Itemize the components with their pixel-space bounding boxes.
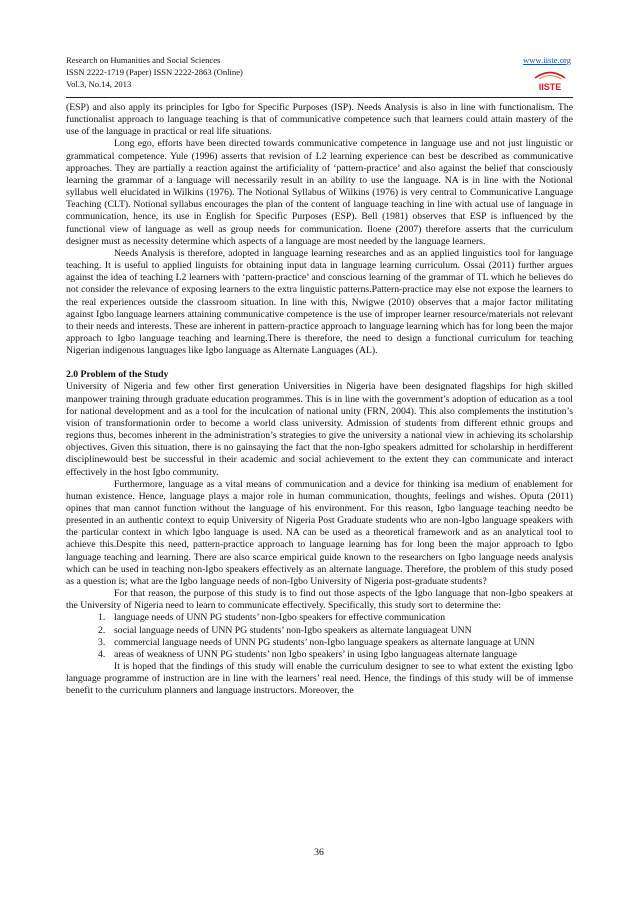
logo-text: IISTE xyxy=(538,82,562,92)
list-item-text: language needs of UNN PG students’ non-Igbo speakers for effective communication xyxy=(114,612,446,624)
list-number: 1. xyxy=(98,612,106,624)
issn-line: ISSN 2222-1719 (Paper) ISSN 2222-2863 (Online) xyxy=(66,67,243,77)
list-item-text: commercial language needs of UNN PG students’ non-Igbo language speakers as alternate language at UNN xyxy=(114,636,535,648)
list-item xyxy=(66,649,573,661)
paragraph: Long ego, efforts have been directed towards communicative competence in language use and not just linguistic or grammatical competence. Yule (1996) asserts that revision of L2 learning experience can best be described as communicative approaches. They are partially a reaction against the artificiality of ‘pattern-practice’ and also against the belief that consciously learning the grammar of a language will necessarily result in an ability to use the language. NA is in line with the Notional syllabus well elucidated in Wilkins (1976). The Notional Syllabus of Wilkins (1976) is very central to Communicative Language Teaching (CLT). Notional syllabus encourages the plan of the content of language teaching in line with actual use of language in communication, hence, its use in English for Specific Purposes (ESP). Bell (1981) observes that ESP is influenced by the functional view of language as well as group needs for communication. Iloene (2007) therefore asserts that the curriculum designer must as necessity determine which aspects of a language are most needed by the language learners. xyxy=(66,138,573,247)
list-item xyxy=(66,637,573,649)
objectives-list xyxy=(66,612,573,661)
header-divider xyxy=(66,97,573,98)
paragraph: University of Nigeria and few other first generation Universities in Nigeria have been designated flagships for high skilled manpower training through graduate education programmes. This is in line with the government’s adoption of education as a tool for national development and as a tool for the inculcation of national unity (FRN, 2004). This also complements the institution’s vision of transformationin order to become a world class university. Admission of students from different ethnic groups and regions thus, becomes inherent in the administration’s strategies to give the university a national view in achieving its scholarship objectives. Given this situation, there is no gainsaying the fact that the non-Igbo speakers admitted for scholarship in herdifferent disciplinewould best be successful in their academic and social achievement to the extent they can communicate and interact effectively in the host Igbo community. xyxy=(66,381,573,478)
journal-title: Research on Humanities and Social Sciences xyxy=(66,55,221,65)
list-number: 4. xyxy=(98,648,106,660)
page-header xyxy=(66,54,573,90)
list-item-text: areas of weakness of UNN PG students’ non Igbo speakers’ in using Igbo languageas alternate language xyxy=(114,648,517,660)
article-body xyxy=(66,102,573,698)
list-item xyxy=(66,625,573,637)
iiste-logo-icon xyxy=(531,69,569,93)
paragraph: (ESP) and also apply its principles for Igbo for Specific Purposes (ISP). Needs Analysis is also in line with functionalism. The functionalist approach to language teaching is that of communicative competence such that learners could attain mastery of the use of the language in practical or real life situations. xyxy=(66,102,573,138)
section-heading: 2.0 Problem of the Study xyxy=(66,369,169,381)
list-number: 2. xyxy=(98,624,106,636)
list-item-text: social language needs of UNN PG students’ non-Igbo speakers as alternate languageat UNN xyxy=(114,624,472,636)
volume-line: Vol.3, No.14, 2013 xyxy=(66,79,132,89)
paragraph: Furthermore, language as a vital means of communication and a device for thinking isa medium of enablement for human existence. Hence, language plays a major role in human communication, thoughts, feelings and wishes. Oputa (2011) opines that man cannot function without the language of his environment. For this reason, Igbo language teaching needto be presented in an authentic context to equip University of Nigeria Post Graduate students who are non-Igbo language speakers with the particular context in which Igbo language is used. NA can be used as a theoretical framework and as an analytical tool to achieve this.Despite this need, pattern-practice approach to language learning has for long been the major approach to Igbo language teaching and learning. There are also scarce empirical guide known to the researchers on Igbo language needs analysis which can be used in teaching non-Igbo speakers effectively as an alternate language. Therefore, the problem of this study posed as a question is; what are the Igbo language needs of non-Igbo University of Nigeria post-graduate students? xyxy=(66,478,573,587)
paragraph: For that reason, the purpose of this study is to find out those aspects of the Igbo language that non-Igbo speakers at the University of Nigeria need to learn to communicate effectively. Specifically, this study sort to determine the: xyxy=(66,588,573,612)
paragraph: It is hoped that the findings of this study will enable the curriculum designer to see to what extent the existing Igbo language programme of instruction are in line with the learners’ real need. Hence, the findings of this study will be of immense benefit to the curriculum planners and language instructors. Moreover, the xyxy=(66,661,573,697)
paragraph: Needs Analysis is therefore, adopted in language learning researches and as an applied linguistics tool for language teaching. It is useful to applied linguists for obtaining input data in language learning curriculum. Ossai (2011) further argues against the idea of teaching L2 learners with ‘pattern-practice’ and conscious learning of the grammar of TL which he believes do not consider the relevance of exposing learners to the extra linguistic patterns.Pattern-practice may else not expose the learners to the real experiences outside the classroom situation. In line with this, Nwigwe (2010) observes that a major factor militating against Igbo language learners attaining communicative competence is the use of improper learner resource/materials not relevant to their needs and interests. These are inherent in pattern-practice approach to language learning which has for long been the major approach to Igbo language teaching and learning.There is therefore, the need to design a functional curriculum for teaching Nigerian indigenous languages like Igbo language as Alternate Languages (AL). xyxy=(66,247,573,357)
page-number: 36 xyxy=(314,847,324,858)
list-number: 3. xyxy=(98,636,106,648)
journal-url-link[interactable]: www.iiste.org xyxy=(523,55,571,65)
list-item xyxy=(66,612,573,624)
